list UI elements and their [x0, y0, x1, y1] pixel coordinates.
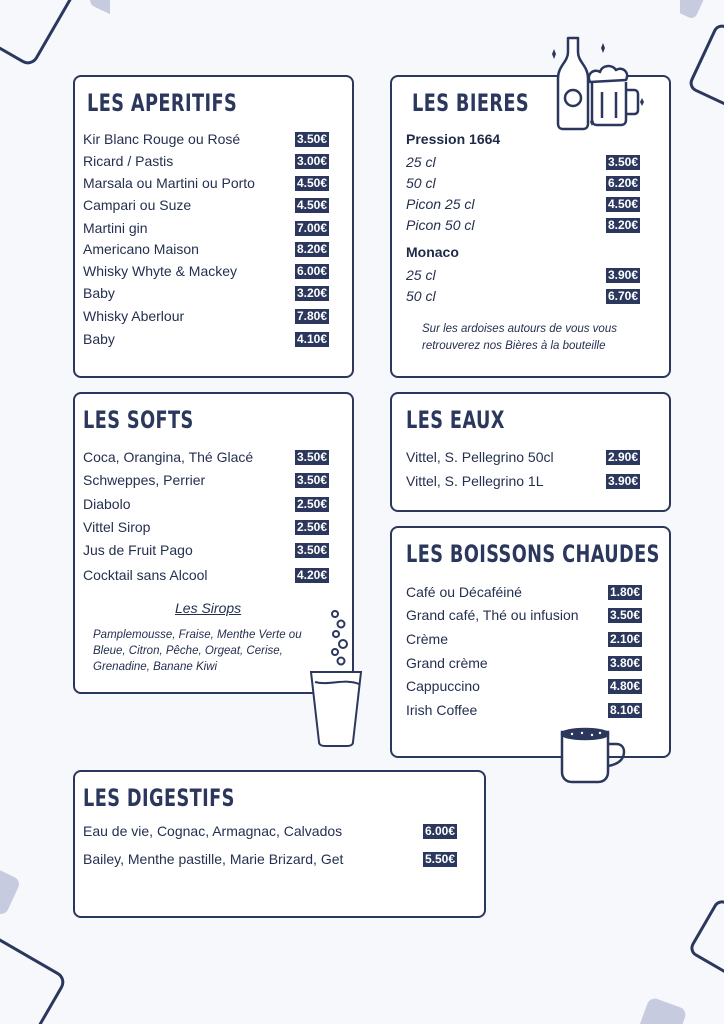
menu-item-price: 3.90€ — [608, 474, 639, 488]
menu-item-name: Cappuccino — [406, 678, 480, 694]
corner-square-top-left-icon — [0, 0, 110, 70]
menu-item-name: Vittel, S. Pellegrino 1L — [406, 473, 544, 489]
menu-item-name: Whisky Aberlour — [83, 308, 185, 324]
menu-item-price: 2.90€ — [608, 450, 639, 464]
beer-bottle-mug-icon — [538, 34, 648, 134]
menu-item-price: 4.50€ — [608, 197, 639, 211]
menu-item-name: 50 cl — [406, 288, 436, 304]
menu-item-name: Picon 50 cl — [406, 217, 475, 233]
softs-title: LES SOFTS — [83, 406, 194, 434]
menu-item-price: 4.50€ — [297, 176, 328, 190]
menu-item-name: Coca, Orangina, Thé Glacé — [83, 449, 254, 465]
menu-item-name: Kir Blanc Rouge ou Rosé — [83, 131, 241, 147]
menu-item-name: Baby — [83, 331, 115, 347]
menu-item-price: 3.20€ — [297, 286, 328, 300]
menu-item-name: Jus de Fruit Pago — [83, 542, 193, 558]
menu-item-price: 3.50€ — [608, 155, 639, 169]
menu-item-price: 4.80€ — [610, 679, 641, 693]
menu-item-name: Vittel, S. Pellegrino 50cl — [406, 449, 554, 465]
menu-item-name: Irish Coffee — [406, 702, 478, 718]
menu-item-name: Diabolo — [83, 496, 131, 512]
soda-glass-icon — [305, 606, 385, 748]
menu-item-price: 4.50€ — [297, 198, 328, 212]
bieres-note-line1: Sur les ardoises autours de vous vous — [422, 323, 617, 335]
menu-item-name: Schweppes, Perrier — [83, 472, 206, 488]
menu-item-name: Ricard / Pastis — [83, 153, 174, 169]
menu-item-price: 3.90€ — [608, 268, 639, 282]
menu-item-price: 8.10€ — [610, 703, 641, 717]
menu-item-name: Vittel Sirop — [83, 519, 151, 535]
menu-item-price: 7.80€ — [297, 309, 328, 323]
menu-item-name: 25 cl — [406, 267, 436, 283]
menu-item-price: 8.20€ — [608, 218, 639, 232]
menu-item-name: Eau de vie, Cognac, Armagnac, Calvados — [83, 823, 343, 839]
menu-item-price: 7.00€ — [297, 221, 328, 235]
bieres-group1-label: Pression 1664 — [406, 131, 501, 147]
menu-item-price: 3.50€ — [297, 132, 328, 146]
aperitifs-title: LES APERITIFS — [87, 89, 238, 117]
sirops-line3: Grenadine, Banane Kiwi — [93, 661, 218, 673]
menu-item-price: 3.80€ — [610, 656, 641, 670]
menu-item-name: 50 cl — [406, 175, 436, 191]
digestifs-title: LES DIGESTIFS — [83, 784, 235, 812]
coffee-mug-icon — [558, 726, 630, 786]
aperitifs-card — [73, 75, 354, 378]
eaux-title: LES EAUX — [406, 406, 505, 434]
menu-item-price: 3.50€ — [297, 473, 328, 487]
corner-square-bottom-left-icon — [0, 860, 70, 1024]
chaudes-card — [390, 526, 671, 758]
menu-item-price: 8.20€ — [297, 242, 328, 256]
menu-item-name: Cocktail sans Alcool — [83, 567, 208, 583]
menu-item-name: Baby — [83, 285, 115, 301]
menu-item-name: Picon 25 cl — [406, 196, 475, 212]
menu-item-price: 4.20€ — [297, 568, 328, 582]
menu-item-name: Marsala ou Martini ou Porto — [83, 175, 255, 191]
menu-item-name: Crème — [406, 631, 449, 647]
menu-item-price: 5.50€ — [425, 852, 456, 866]
menu-item-price: 4.10€ — [297, 332, 328, 346]
menu-item-name: Grand crème — [406, 655, 488, 671]
sirops-line1: Pamplemousse, Fraise, Menthe Verte ou — [93, 629, 302, 641]
menu-item-price: 3.50€ — [297, 450, 328, 464]
menu-item-name: Americano Maison — [83, 241, 199, 257]
menu-item-price: 1.80€ — [610, 585, 641, 599]
menu-item-price: 6.00€ — [425, 824, 456, 838]
menu-item-price: 3.50€ — [297, 543, 328, 557]
menu-item-name: Grand café, Thé ou infusion — [406, 607, 579, 623]
menu-item-name: Martini gin — [83, 220, 148, 236]
menu-item-name: Campari ou Suze — [83, 197, 192, 213]
menu-item-name: Whisky Whyte & Mackey — [83, 263, 238, 279]
sirops-title: Les Sirops — [175, 600, 242, 616]
eaux-card — [390, 392, 671, 512]
menu-item-price: 2.50€ — [297, 520, 328, 534]
menu-item-price: 3.50€ — [610, 608, 641, 622]
bieres-note-line2: retrouverez nos Bières à la bouteille — [422, 340, 606, 352]
menu-item-name: 25 cl — [406, 154, 436, 170]
menu-item-price: 2.10€ — [610, 632, 641, 646]
menu-item-price: 6.70€ — [608, 289, 639, 303]
bieres-title: LES BIERES — [412, 89, 530, 117]
menu-item-price: 6.20€ — [608, 176, 639, 190]
menu-item-name: Café ou Décaféiné — [406, 584, 522, 600]
menu-item-name: Bailey, Menthe pastille, Marie Brizard, Get — [83, 851, 344, 867]
bieres-group2-label: Monaco — [406, 244, 459, 260]
menu-item-price: 2.50€ — [297, 497, 328, 511]
digestifs-card — [73, 770, 486, 918]
menu-item-price: 6.00€ — [297, 264, 328, 278]
corner-square-bottom-right-icon — [630, 890, 724, 1024]
chaudes-title: LES BOISSONS CHAUDES — [406, 540, 660, 568]
menu-item-price: 3.00€ — [297, 154, 328, 168]
sirops-line2: Bleue, Citron, Pêche, Orgeat, Cerise, — [93, 645, 283, 657]
corner-square-top-right-icon — [680, 0, 724, 120]
